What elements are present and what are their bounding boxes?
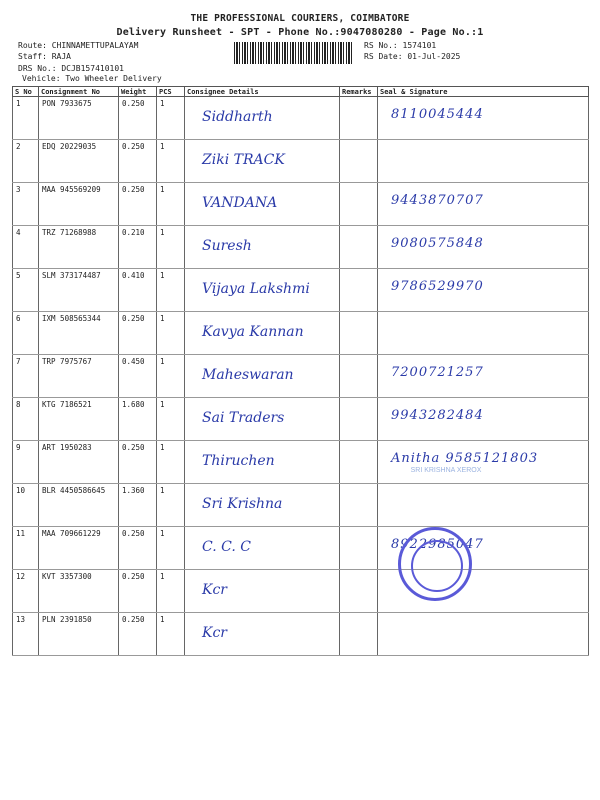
row-consignment: KVT 3357300 [39, 570, 119, 613]
row-consignment: SLM 373174487 [39, 269, 119, 312]
row-sno: 13 [13, 613, 39, 656]
row-consignee [185, 398, 340, 441]
row-consignment: MAA 709661229 [39, 527, 119, 570]
route-label: Route: CHINNAMETTUPALAYAM [18, 41, 139, 50]
row-remarks [340, 183, 378, 226]
row-pcs: 1 [157, 183, 185, 226]
row-remarks [340, 97, 378, 140]
row-signature [378, 312, 589, 355]
row-sno: 8 [13, 398, 39, 441]
row-signature [378, 269, 589, 312]
row-signature [378, 613, 589, 656]
consignee-handwriting: Vijaya Lakshmi [202, 281, 310, 297]
row-weight: 0.250 [119, 183, 157, 226]
signature-handwriting: Anitha 9585121803 [391, 451, 539, 466]
table-row [13, 355, 589, 398]
rs-date: RS Date: 01-Jul-2025 [364, 52, 461, 61]
row-pcs: 1 [157, 140, 185, 183]
row-signature [378, 140, 589, 183]
signature-handwriting: 9943282484 [391, 408, 484, 423]
row-consignee [185, 527, 340, 570]
row-consignment: PON 7933675 [39, 97, 119, 140]
table-row [13, 312, 589, 355]
consignee-handwriting: Ziki TRACK [202, 152, 285, 168]
row-weight: 0.210 [119, 226, 157, 269]
consignee-handwriting: Siddharth [202, 109, 273, 125]
row-consignee [185, 183, 340, 226]
row-consignment: TRP 7975767 [39, 355, 119, 398]
row-consignment: KTG 7186521 [39, 398, 119, 441]
row-pcs: 1 [157, 97, 185, 140]
consignee-handwriting: Suresh [202, 238, 252, 254]
row-weight: 0.450 [119, 355, 157, 398]
row-sno: 12 [13, 570, 39, 613]
consignee-handwriting: Thiruchen [202, 453, 275, 469]
row-pcs: 1 [157, 355, 185, 398]
row-remarks [340, 269, 378, 312]
row-consignee [185, 441, 340, 484]
row-consignment: ART 1950283 [39, 441, 119, 484]
col-pcs: PCS [157, 87, 185, 97]
row-sno: 2 [13, 140, 39, 183]
consignee-handwriting: Sri Krishna [202, 496, 283, 512]
row-pcs: 1 [157, 226, 185, 269]
row-consignee [185, 97, 340, 140]
table-row [13, 527, 589, 570]
row-remarks [340, 312, 378, 355]
row-remarks [340, 570, 378, 613]
row-consignment: IXM 508565344 [39, 312, 119, 355]
row-weight: 0.250 [119, 140, 157, 183]
table-row [13, 269, 589, 312]
row-signature [378, 441, 589, 484]
row-pcs: 1 [157, 312, 185, 355]
row-signature [378, 355, 589, 398]
consignee-handwriting: Maheswaran [202, 367, 294, 383]
row-pcs: 1 [157, 441, 185, 484]
consignee-handwriting: Sai Traders [202, 410, 285, 426]
row-sno: 5 [13, 269, 39, 312]
drs-label: DRS No.: DCJB157410101 [18, 64, 124, 73]
col-remarks: Remarks [340, 87, 378, 97]
runsheet-subtitle: Delivery Runsheet - SPT - Phone No.:9047080280 - Page No.:1 [116, 27, 484, 38]
row-sno: 9 [13, 441, 39, 484]
signature-handwriting: 9786529970 [391, 279, 484, 294]
row-pcs: 1 [157, 484, 185, 527]
trust-seal-stamp [398, 527, 472, 601]
signature-handwriting: 8922985047 [391, 537, 484, 552]
row-remarks [340, 140, 378, 183]
row-remarks [340, 613, 378, 656]
row-consignment: TRZ 71268988 [39, 226, 119, 269]
signature-handwriting: 9443870707 [391, 193, 484, 208]
signature-handwriting: 9080575848 [391, 236, 484, 251]
barcode-image [234, 42, 354, 64]
consignee-handwriting: C. C. C [202, 539, 251, 555]
vehicle-label: Vehicle: Two Wheeler Delivery [22, 74, 162, 83]
consignee-handwriting: Kcr [202, 625, 227, 641]
row-consignee [185, 355, 340, 398]
row-weight: 0.250 [119, 613, 157, 656]
row-consignee [185, 484, 340, 527]
row-consignee [185, 312, 340, 355]
consignee-handwriting: Kavya Kannan [202, 324, 304, 340]
signature-handwriting: 7200721257 [391, 365, 484, 380]
row-sno: 6 [13, 312, 39, 355]
trust-seal-inner-ring [411, 540, 463, 592]
row-sno: 1 [13, 97, 39, 140]
row-sno: 11 [13, 527, 39, 570]
col-signature: Seal & Signature [378, 87, 589, 97]
row-pcs: 1 [157, 398, 185, 441]
row-weight: 0.250 [119, 570, 157, 613]
row-consignee [185, 269, 340, 312]
row-pcs: 1 [157, 269, 185, 312]
row-signature [378, 484, 589, 527]
row-weight: 0.410 [119, 269, 157, 312]
row-pcs: 1 [157, 527, 185, 570]
consignee-handwriting: Kcr [202, 582, 227, 598]
col-consignee: Consignee Details [185, 87, 340, 97]
row-sno: 3 [13, 183, 39, 226]
row-weight: 0.250 [119, 312, 157, 355]
row-sno: 10 [13, 484, 39, 527]
row-weight: 1.360 [119, 484, 157, 527]
row-consignment: BLR 4450586645 [39, 484, 119, 527]
row-weight: 0.250 [119, 527, 157, 570]
row-remarks [340, 527, 378, 570]
row-pcs: 1 [157, 613, 185, 656]
table-row [13, 441, 589, 484]
signature-handwriting: 8110045444 [391, 107, 484, 122]
row-weight: 0.250 [119, 97, 157, 140]
consignee-handwriting: VANDANA [202, 195, 278, 211]
row-signature [378, 183, 589, 226]
col-sno: S No [13, 87, 39, 97]
row-signature [378, 398, 589, 441]
row-remarks [340, 355, 378, 398]
col-weight: Weight [119, 87, 157, 97]
table-header-row [13, 87, 589, 97]
row-pcs: 1 [157, 570, 185, 613]
runsheet-table [12, 86, 589, 656]
table-row [13, 140, 589, 183]
row-consignee [185, 613, 340, 656]
row-signature [378, 97, 589, 140]
staff-label: Staff: RAJA [18, 52, 71, 61]
row-sno: 7 [13, 355, 39, 398]
row-consignment: MAA 945569209 [39, 183, 119, 226]
row-weight: 0.250 [119, 441, 157, 484]
table-row [13, 226, 589, 269]
company-title: THE PROFESSIONAL COURIERS, COIMBATORE [190, 13, 410, 24]
row-weight: 1.680 [119, 398, 157, 441]
table-row [13, 183, 589, 226]
rs-number: RS No.: 1574101 [364, 41, 437, 50]
xerox-stamp: SRI KRISHNA XEROX [410, 467, 482, 474]
table-row [13, 97, 589, 140]
row-consignee [185, 140, 340, 183]
table-row [13, 484, 589, 527]
table-row [13, 570, 589, 613]
table-row [13, 398, 589, 441]
row-consignee [185, 226, 340, 269]
table-body [13, 97, 589, 656]
row-remarks [340, 484, 378, 527]
row-consignment: EDQ 20229035 [39, 140, 119, 183]
row-remarks [340, 226, 378, 269]
row-remarks [340, 441, 378, 484]
col-consignment: Consignment No [39, 87, 119, 97]
row-consignee [185, 570, 340, 613]
row-signature [378, 226, 589, 269]
table-row [13, 613, 589, 656]
row-remarks [340, 398, 378, 441]
row-consignment: PLN 2391850 [39, 613, 119, 656]
row-sno: 4 [13, 226, 39, 269]
